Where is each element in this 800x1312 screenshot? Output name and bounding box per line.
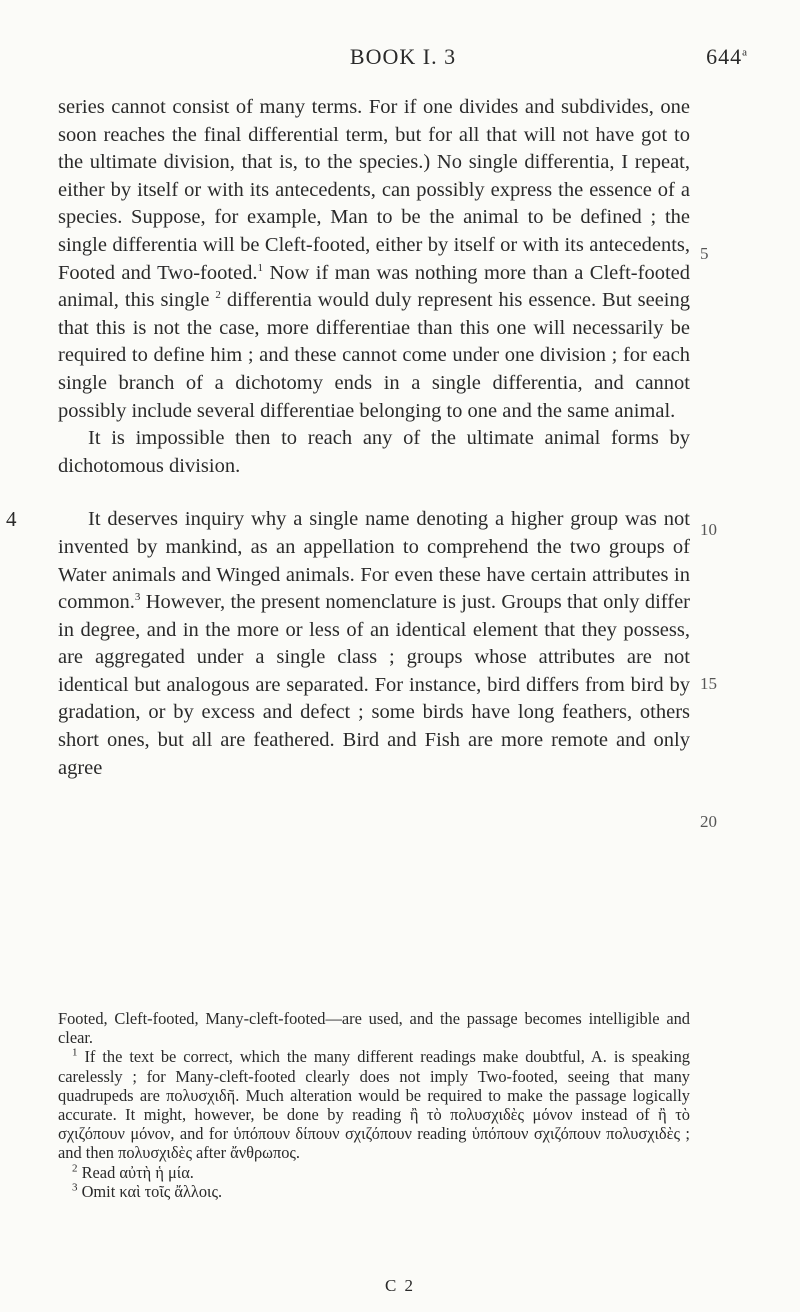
- footnote-2: [58, 1163, 690, 1182]
- paragraph-3-text: It deserves inquiry why a single name denoting a higher group was not invented by mankind, as an appellation to comprehend the two groups of Water animals and Winged animals. For even these have certain attributes in common.: [58, 508, 690, 614]
- footnote-ref-3: 3: [134, 591, 141, 604]
- footnote-ref-2: 2: [215, 289, 221, 302]
- page-header: [58, 30, 748, 70]
- footnote-1-text: If the text be correct, which the many different readings make doubtful, A. is speaking carelessly ; for Many-cleft-footed clearly does not imply Two-footed, seeing that many quadrupeds are πολυσχιδῆ. Much alteration would be required to make the passage logically accurate. It might, however, be done by reading ἢ τὸ πολυσχιδὲς μόνον instead of ἢ τὸ σχιζόπουν μόνον, and for ὑπόπουν δίπουν σχιζόπουν reading ὑπόπουν σχιζόπουν πολυσχιδὲς ; and then πολυσχιδὲς after ἄνθρωπος.: [58, 1047, 690, 1163]
- folio-number: 644: [706, 44, 743, 69]
- page-number: [706, 44, 748, 70]
- paragraph-3-text-b: However, the present nomenclature is just. Groups that only differ in degree, and in the more or less of an identical element that they possess, are aggregated under a single class ; groups whose attributes are not identical but analogous are separated. For instance, bird differs from bird by gradation, or by excess and defect ; some birds have long feathers, others short ones, but all are feathered. Bird and Fish are more remote and only agree: [58, 591, 690, 779]
- paragraph-1: [58, 94, 690, 425]
- paragraph-1-text-b: Now if man was nothing more than a Cleft-footed animal, this single: [58, 261, 690, 312]
- line-number: 15: [700, 674, 717, 693]
- footnote-3: [58, 1182, 690, 1201]
- line-number: 20: [700, 812, 717, 831]
- footnote-ref-1: 1: [257, 261, 264, 274]
- main-text: [6, 94, 690, 782]
- footnote-2-text: Read αὐτὴ ἡ μία.: [77, 1162, 194, 1182]
- folio-suffix: a: [742, 46, 748, 59]
- footnote-3-text: Omit καὶ τοῖς ἄλλοις.: [77, 1181, 223, 1201]
- line-number: 10: [700, 520, 717, 539]
- footnote-2-number: 2: [72, 1162, 78, 1175]
- section-number: 4: [6, 507, 17, 532]
- footnote-1: [58, 1047, 690, 1162]
- line-number: 5: [700, 244, 709, 263]
- footnote-continuation: Footed, Cleft-footed, Many-cleft-footed—are used, and the passage becomes intelligible and clear.: [58, 1009, 690, 1048]
- running-title: BOOK I. 3: [349, 44, 457, 69]
- paragraph-1-text: series cannot consist of many terms. For if one divides and subdivides, one soon reaches the final differential term, but for all that will not have got to the ultimate division, that is, to the species.) No single differentia, I repeat, either by itself or with its antecedents, can possibly express the essence of a species. Suppose, for example, Man to be the animal to be defined ; the single differentia will be Cleft-footed, either by itself or with its antecedents, Footed and Two-footed.: [58, 96, 690, 284]
- footnote-3-number: 3: [72, 1181, 78, 1194]
- paragraph-1-text-c: differentia would duly represent his essence. But seeing that this is not the case, more differentiae than this one will necessarily be required to define him ; and these cannot come under one division ; for each single branch of a dichotomy ends in a single differentia, and cannot possibly include several differentiae belonging to one and the same animal.: [58, 289, 690, 422]
- footnotes: [58, 1009, 690, 1201]
- paragraph-2: It is impossible then to reach any of the ultimate animal forms by dichotomous division.: [58, 427, 690, 477]
- signature-mark: C 2: [384, 1276, 416, 1295]
- footnote-1-number: 1: [72, 1046, 78, 1059]
- paragraph-3: [6, 506, 690, 782]
